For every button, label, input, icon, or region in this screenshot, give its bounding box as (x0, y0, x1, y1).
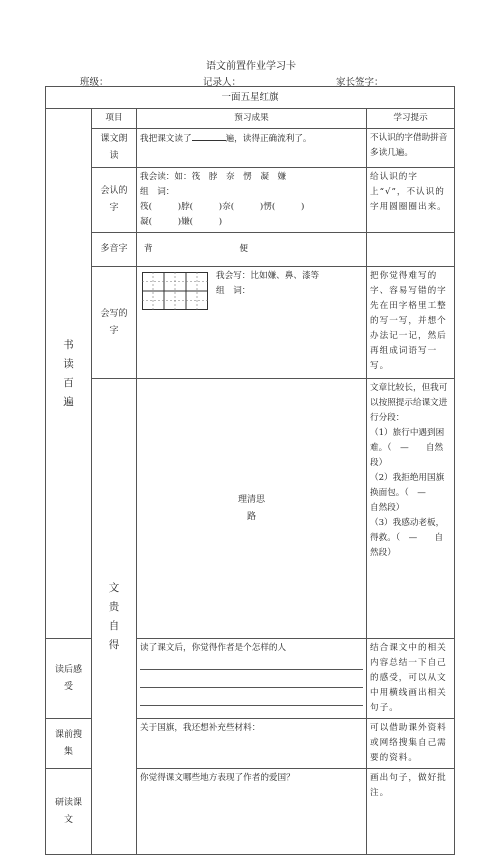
tip-kegian: 可以借助课外资料或网络搜集自己需要的资料。 (367, 719, 455, 769)
tip-huixie: 把你觉得难写的字、容易写错的字先在田字格里工整的写一写，并想个办法记一记，然后再组成词语写一写。 (367, 267, 455, 379)
duoyin-char-2: 便 (239, 244, 248, 254)
class-label: 班级： (80, 77, 109, 88)
section-shudu: 书读百遍 (46, 109, 92, 639)
header-item: 项目 (92, 109, 137, 129)
study-card-table (45, 86, 455, 855)
tianzige-grid (142, 272, 208, 310)
cell-yandu[interactable]: 你觉得课文哪些地方表现了作者的爱国？ (137, 769, 367, 855)
cell-kewen: 我把课文读了 遍，读得正确流利了。 (137, 129, 367, 168)
label-huixie: 会写的字 (92, 267, 137, 379)
parent-signature-label: 家长签字： (336, 77, 384, 88)
header-result: 预习成果 (137, 109, 367, 129)
doc-title: 语文前置作业学习卡 (206, 61, 296, 72)
duoyin-char-1: 背 (144, 244, 153, 254)
tip-duoyin (367, 233, 455, 267)
tip-duhou: 结合课文中的相关内容总结一下自己的感受，可以从文中用横线画出相关句子。 (367, 639, 455, 719)
label-kewen: 课文朗读 (92, 129, 137, 168)
section-wengui: 文贵自得 (92, 379, 137, 855)
lesson-title: 一面五星红旗 (46, 87, 455, 109)
label-kegian: 课前搜集 (46, 719, 92, 769)
label-duoyin: 多音字 (92, 233, 137, 267)
cell-duhou: 读了课文后，你觉得作者是个怎样的人 (137, 639, 367, 719)
tip-yandu: 画出句子，做好批注。 (367, 769, 455, 855)
label-liqing: 理清思路 (137, 379, 367, 639)
cell-huixie: 我会写：比如嫌、鼻、漆等 组 词： (137, 267, 367, 379)
recorder-label: 记录人： (203, 77, 242, 88)
cell-liqing: 文章比较长，但我可以按照提示给课文进行分段： （1）旅行中遇到困难。（ — 自然段） （2）我拒绝用国旗换面包。（ — 自然段） （3）我感动老板，得救。（ — 自然段） (367, 379, 455, 639)
read-count-blank[interactable] (192, 131, 226, 141)
label-duhou: 读后感受 (46, 639, 92, 719)
cell-duoyin (137, 233, 367, 267)
answer-line-1[interactable] (140, 656, 363, 670)
label-huiren: 会认的字 (92, 168, 137, 233)
header-tips: 学习提示 (367, 109, 455, 129)
cell-huiren: 我会读：如：筏 脖 奈 愣 凝 嫌 组 词： 筏( )脖( )奈( )愣( ) 凝( )嫌( ) (137, 168, 367, 233)
label-yandu: 研读课文 (46, 769, 92, 855)
tip-kewen: 不认识的字借助拼音多读几遍。 (367, 129, 455, 168)
cell-kegian[interactable]: 关于国旗，我还想补充些材料： (137, 719, 367, 769)
answer-line-2[interactable] (140, 674, 363, 688)
answer-line-3[interactable] (140, 692, 363, 706)
tip-huiren: 给认识的字上“√”，不认识的字用圆圈圈出来。 (367, 168, 455, 233)
